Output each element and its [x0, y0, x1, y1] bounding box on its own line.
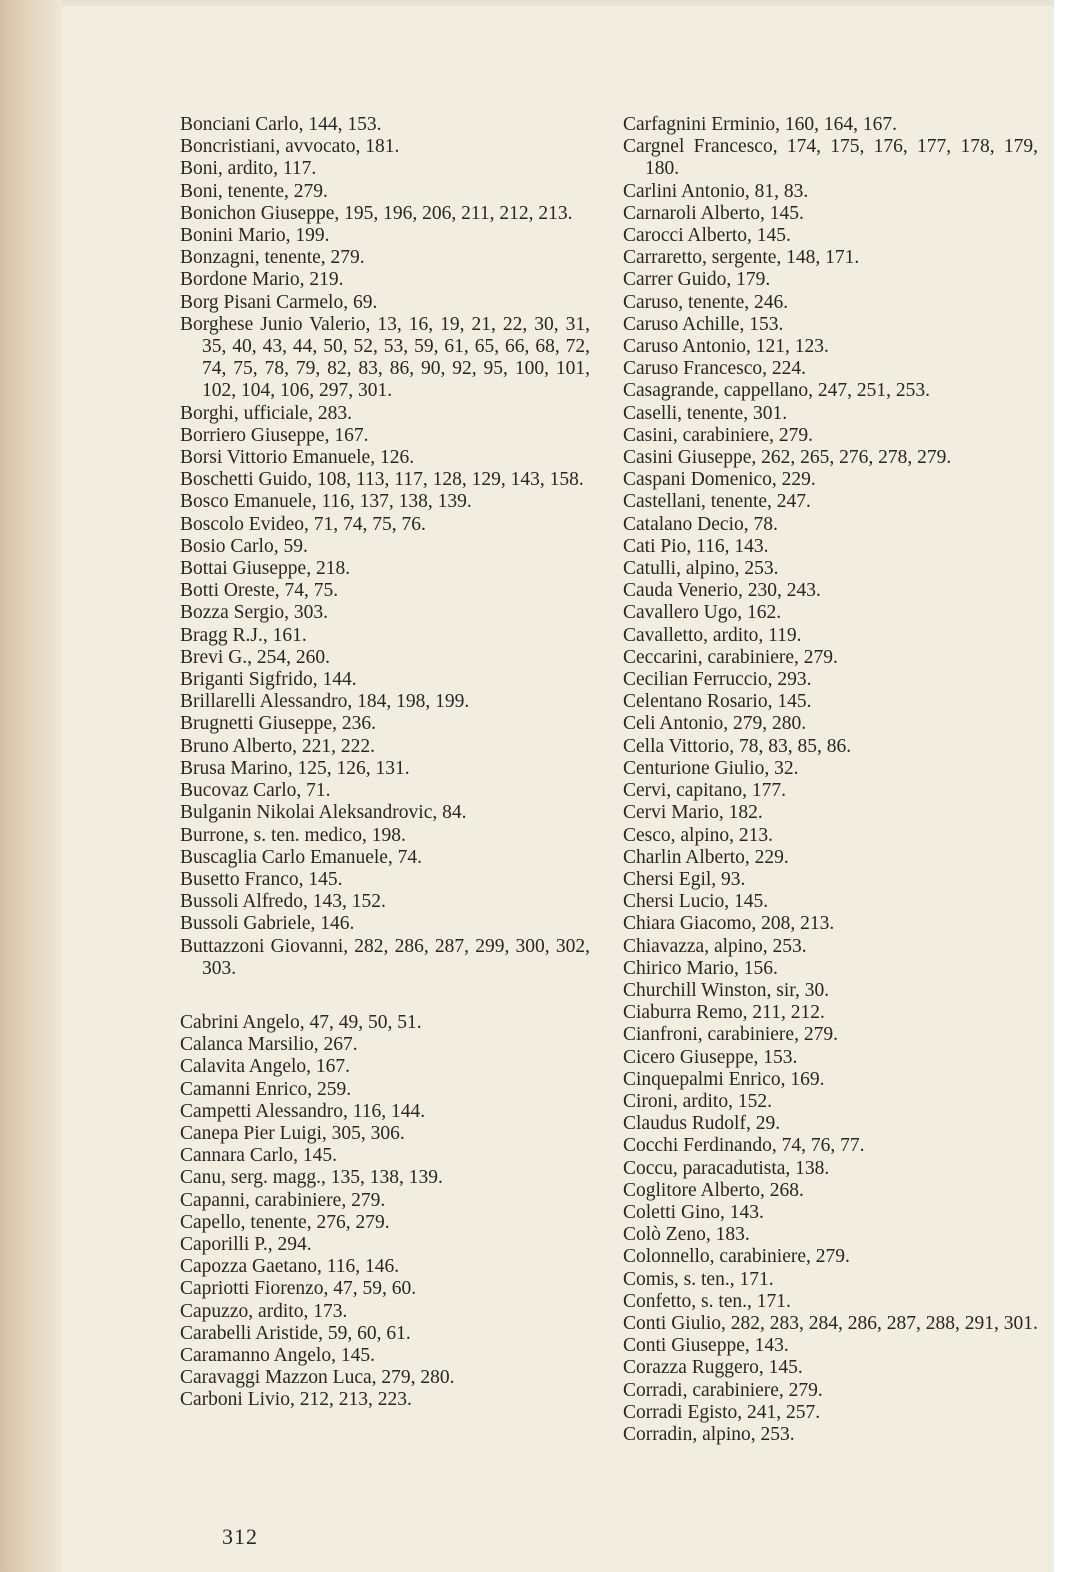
- index-entry: Celi Antonio, 279, 280.: [623, 713, 807, 735]
- index-entry: Carabelli Aristide, 59, 60, 61.: [180, 1322, 411, 1344]
- index-entry: Cecilian Ferruccio, 293.: [623, 669, 812, 691]
- index-entry: Bragg R.J., 161.: [180, 624, 307, 646]
- index-entry: Cicero Giuseppe, 153.: [623, 1046, 798, 1068]
- index-entry: Boscolo Evideo, 71, 74, 75, 76.: [180, 513, 426, 535]
- index-entry: Bonichon Giuseppe, 195, 196, 206, 211, 212, 213.: [180, 202, 573, 224]
- index-entry: Catulli, alpino, 253.: [623, 558, 779, 580]
- index-entry: Castellani, tenente, 247.: [623, 491, 811, 513]
- index-entry: Cati Pio, 116, 143.: [623, 535, 769, 557]
- index-entry: Capello, tenente, 276, 279.: [180, 1211, 390, 1233]
- index-entry: Caruso Antonio, 121, 123.: [623, 336, 829, 358]
- index-entry: Brevi G., 254, 260.: [180, 646, 331, 668]
- index-entry: Calanca Marsilio, 267.: [180, 1034, 358, 1056]
- index-entry: Chersi Lucio, 145.: [623, 891, 769, 913]
- index-entry: Carnaroli Alberto, 145.: [623, 202, 804, 224]
- index-entry: Carfagnini Erminio, 160, 164, 167.: [623, 114, 898, 135]
- index-entry: Bucovaz Carlo, 71.: [180, 780, 331, 802]
- index-entry: Bosio Carlo, 59.: [180, 535, 308, 557]
- index-entry: Corazza Ruggero, 145.: [623, 1357, 803, 1379]
- index-entry: Buttazzoni Giovanni, 282, 286, 287, 299, 300, 302, 303.: [180, 935, 590, 979]
- index-entry: Corradi Egisto, 241, 257.: [623, 1401, 821, 1423]
- index-entry: Cianfroni, carabiniere, 279.: [623, 1024, 838, 1046]
- index-entry: Botti Oreste, 74, 75.: [180, 580, 339, 602]
- index-entry: Bonzagni, tenente, 279.: [180, 247, 365, 269]
- index-entry: Borriero Giuseppe, 167.: [180, 424, 369, 446]
- index-entry: Cesco, alpino, 213.: [623, 824, 774, 846]
- index-entry: Borghese Junio Valerio, 13, 16, 19, 21, 22, 30, 31, 35, 40, 43, 44, 50, 52, 53, 59, 61, 65, 66, 68, 72, 74, 75, 78, 79, 82, 83, 86, 90, 92, 95, 100, 101, 102, 104, 106, 297, 301.: [180, 313, 590, 402]
- index-entry: Bonini Mario, 199.: [180, 225, 330, 247]
- page-top-edge: [62, 0, 1062, 6]
- index-entry: Cabrini Angelo, 47, 49, 50, 51.: [180, 1011, 422, 1033]
- index-entry: Burrone, s. ten. medico, 198.: [180, 824, 406, 846]
- index-entry: Caselli, tenente, 301.: [623, 402, 788, 424]
- index-entry: Busetto Franco, 145.: [180, 868, 343, 890]
- index-entry: Cella Vittorio, 78, 83, 85, 86.: [623, 735, 852, 757]
- index-entry: Canepa Pier Luigi, 305, 306.: [180, 1122, 405, 1144]
- index-entry: Caruso, tenente, 246.: [623, 291, 789, 313]
- index-column-right: [623, 114, 1038, 1446]
- index-entry: Borg Pisani Carmelo, 69.: [180, 291, 378, 313]
- index-entry: Cavalletto, ardito, 119.: [623, 624, 802, 646]
- index-entry: Boschetti Guido, 108, 113, 117, 128, 129, 143, 158.: [180, 469, 584, 491]
- index-entry: Capozza Gaetano, 116, 146.: [180, 1256, 400, 1278]
- index-entry: Carraretto, sergente, 148, 171.: [623, 247, 860, 269]
- index-entry: Briganti Sigfrido, 144.: [180, 669, 357, 691]
- index-entry: Bussoli Gabriele, 146.: [180, 913, 355, 935]
- index-entry: Cinquepalmi Enrico, 169.: [623, 1068, 825, 1090]
- index-entry: Ceccarini, carabiniere, 279.: [623, 646, 838, 668]
- index-entry: Chersi Egil, 93.: [623, 868, 746, 890]
- index-entry: Carlini Antonio, 81, 83.: [623, 180, 809, 202]
- index-entry: Capuzzo, ardito, 173.: [180, 1300, 348, 1322]
- binding-gutter: [0, 0, 62, 1572]
- index-entry: Capriotti Fiorenzo, 47, 59, 60.: [180, 1278, 417, 1300]
- index-entry: Campetti Alessandro, 116, 144.: [180, 1100, 426, 1122]
- index-entry: Cervi Mario, 182.: [623, 802, 763, 824]
- index-entry: Casini, carabiniere, 279.: [623, 424, 814, 446]
- index-entry: Canu, serg. magg., 135, 138, 139.: [180, 1167, 443, 1189]
- index-entry: Bordone Mario, 219.: [180, 269, 344, 291]
- index-entry: Camanni Enrico, 259.: [180, 1078, 352, 1100]
- index-entry: Claudus Rudolf, 29.: [623, 1113, 781, 1135]
- index-entry: Caruso Achille, 153.: [623, 313, 784, 335]
- index-entry: Centurione Giulio, 32.: [623, 757, 799, 779]
- index-entry: Caramanno Angelo, 145.: [180, 1344, 375, 1366]
- index-entry: Bosco Emanuele, 116, 137, 138, 139.: [180, 491, 472, 513]
- index-entry: Chiara Giacomo, 208, 213.: [623, 913, 835, 935]
- index-entry: Celentano Rosario, 145.: [623, 691, 812, 713]
- index-entry: Bozza Sergio, 303.: [180, 602, 329, 624]
- index-entry: Cocchi Ferdinando, 74, 76, 77.: [623, 1135, 865, 1157]
- index-entry: Carocci Alberto, 145.: [623, 225, 791, 247]
- index-entry: Cargnel Francesco, 174, 175, 176, 177, 178, 179, 180.: [623, 136, 1038, 180]
- index-entry: Borghi, ufficiale, 283.: [180, 402, 353, 424]
- index-entry: Caravaggi Mazzon Luca, 279, 280.: [180, 1367, 455, 1389]
- index-entry: Ciaburra Remo, 211, 212.: [623, 1002, 825, 1024]
- index-entry: Brillarelli Alessandro, 184, 198, 199.: [180, 691, 470, 713]
- index-entry: Charlin Alberto, 229.: [623, 846, 789, 868]
- index-entry: Borsi Vittorio Emanuele, 126.: [180, 447, 415, 469]
- index-entry: Cironi, ardito, 152.: [623, 1090, 772, 1112]
- index-entry: Coletti Gino, 143.: [623, 1201, 764, 1223]
- index-entry: Corradin, alpino, 253.: [623, 1423, 795, 1445]
- index-entry: Bulganin Nikolai Aleksandrovic, 84.: [180, 802, 467, 824]
- index-entry: Calavita Angelo, 167.: [180, 1056, 351, 1078]
- index-column-left: [180, 114, 590, 1412]
- index-entry: Coccu, paracadutista, 138.: [623, 1157, 830, 1179]
- index-entry: Boni, tenente, 279.: [180, 180, 328, 202]
- index-entry: Casagrande, cappellano, 247, 251, 253.: [623, 380, 931, 402]
- index-entry: Brugnetti Giuseppe, 236.: [180, 713, 377, 735]
- index-entry: Carrer Guido, 179.: [623, 269, 771, 291]
- index-entry: Caruso Francesco, 224.: [623, 358, 807, 380]
- index-entry: Bussoli Alfredo, 143, 152.: [180, 891, 386, 913]
- index-entry: Caporilli P., 294.: [180, 1233, 312, 1255]
- index-entry: Casini Giuseppe, 262, 265, 276, 278, 279.: [623, 447, 952, 469]
- index-entry: Colonnello, carabiniere, 279.: [623, 1246, 850, 1268]
- index-entry: Caspani Domenico, 229.: [623, 469, 816, 491]
- index-entry: Catalano Decio, 78.: [623, 513, 778, 535]
- index-entry: Capanni, carabiniere, 279.: [180, 1189, 386, 1211]
- page-number: 312: [222, 1524, 258, 1549]
- index-entry: Conti Giulio, 282, 283, 284, 286, 287, 288, 291, 301.: [623, 1312, 1038, 1334]
- page-right-edge: [1054, 0, 1062, 1572]
- index-entry: Carboni Livio, 212, 213, 223.: [180, 1389, 412, 1411]
- index-entry: Boncristiani, avvocato, 181.: [180, 136, 400, 158]
- index-entry: Coglitore Alberto, 268.: [623, 1179, 804, 1201]
- index-entry: Churchill Winston, sir, 30.: [623, 979, 830, 1001]
- index-entry: Chiavazza, alpino, 253.: [623, 935, 807, 957]
- index-entry: Brusa Marino, 125, 126, 131.: [180, 757, 410, 779]
- index-entry: Chirico Mario, 156.: [623, 957, 778, 979]
- index-entry: Boni, ardito, 117.: [180, 158, 317, 180]
- index-entry: Colò Zeno, 183.: [623, 1224, 750, 1246]
- index-entry: Bruno Alberto, 221, 222.: [180, 735, 375, 757]
- index-entry: Corradi, carabiniere, 279.: [623, 1379, 823, 1401]
- index-entry: Bonciani Carlo, 144, 153.: [180, 114, 382, 135]
- index-entry: Confetto, s. ten., 171.: [623, 1290, 791, 1312]
- index-entry: Cauda Venerio, 230, 243.: [623, 580, 821, 602]
- index-entry: Bottai Giuseppe, 218.: [180, 558, 351, 580]
- index-entry: Cannara Carlo, 145.: [180, 1145, 338, 1167]
- index-entry: Buscaglia Carlo Emanuele, 74.: [180, 846, 423, 868]
- index-entry: Cavallero Ugo, 162.: [623, 602, 782, 624]
- index-entry: Comis, s. ten., 171.: [623, 1268, 774, 1290]
- index-entry: Cervi, capitano, 177.: [623, 780, 786, 802]
- letter-section-gap: [180, 980, 590, 1012]
- index-entry: Conti Giuseppe, 143.: [623, 1335, 789, 1357]
